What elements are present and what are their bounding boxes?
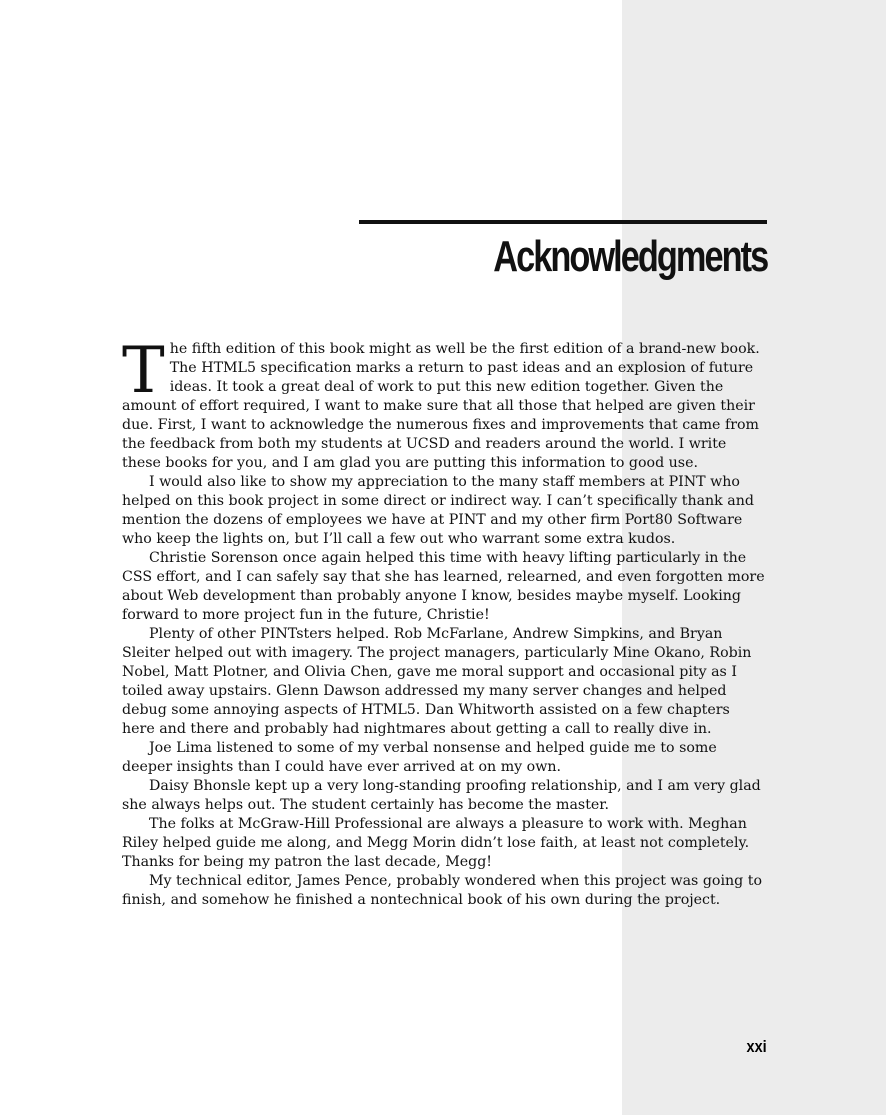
page-title: Acknowledgments xyxy=(493,232,767,281)
paragraph-1 xyxy=(122,334,767,473)
paragraph-5: Joe Lima listened to some of my verbal nonsense and helped guide me to some deeper insights than I could have ever arrived at on my own. xyxy=(122,740,717,775)
paragraph-2: I would also like to show my appreciation to the many staff members at PINT who helped on this book project in some direct or indirect way. I can’t specifically thank and mention the dozens of employees we have at PINT and my other firm Port80 Software who keep the lights on, but I’ll call a few out who warrant some extra kudos. xyxy=(122,474,754,547)
paragraph-6: Daisy Bhonsle kept up a very long-standing proofing relationship, and I am very glad she always helps out. The student certainly has become the master. xyxy=(122,778,761,813)
paragraph-8: My technical editor, James Pence, probably wondered when this project was going to finish, and somehow he finished a nontechnical book of his own during the project. xyxy=(122,873,762,908)
paragraph-3: Christie Sorenson once again helped this time with heavy lifting particularly in the CSS effort, and I can safely say that she has learned, relearned, and even forgotten more about Web development than probably anyone I know, besides maybe myself. Looking forward to more project fun in the future, Christie! xyxy=(122,550,765,623)
page-number: xxi xyxy=(746,1037,767,1056)
paragraph-1-text: he fifth edition of this book might as well be the first edition of a brand-new book. The HTML5 specification marks a return to past ideas and an explosion of future ideas. It took a great deal of work to put this new edition together. Given the amount of effort required, I want to make sure that all those that helped are given their due. First, I want to acknowledge the numerous fixes and improvements that came from the feedback from both my students at UCSD and readers around the world. I write these books for you, and I am glad you are putting this information to good use. xyxy=(122,341,760,471)
paragraph-4: Plenty of other PINTsters helped. Rob McFarlane, Andrew Simpkins, and Bryan Sleiter helped out with imagery. The project managers, particularly Mine Okano, Robin Nobel, Matt Plotner, and Olivia Chen, gave me moral support and occasional pity as I toiled away upstairs. Glenn Dawson addressed my many server changes and helped debug some annoying aspects of HTML5. Dan Whitworth assisted on a few chapters here and there and probably had nightmares about getting a call to really dive in. xyxy=(122,626,752,737)
body-text xyxy=(122,334,767,910)
heading-rule xyxy=(359,220,767,224)
paragraph-7: The folks at McGraw-Hill Professional are always a pleasure to work with. Meghan Riley helped guide me along, and Megg Morin didn’t lose faith, at least not completely. Thanks for being my patron the last decade, Megg! xyxy=(122,816,750,870)
drop-cap: T xyxy=(122,334,165,408)
